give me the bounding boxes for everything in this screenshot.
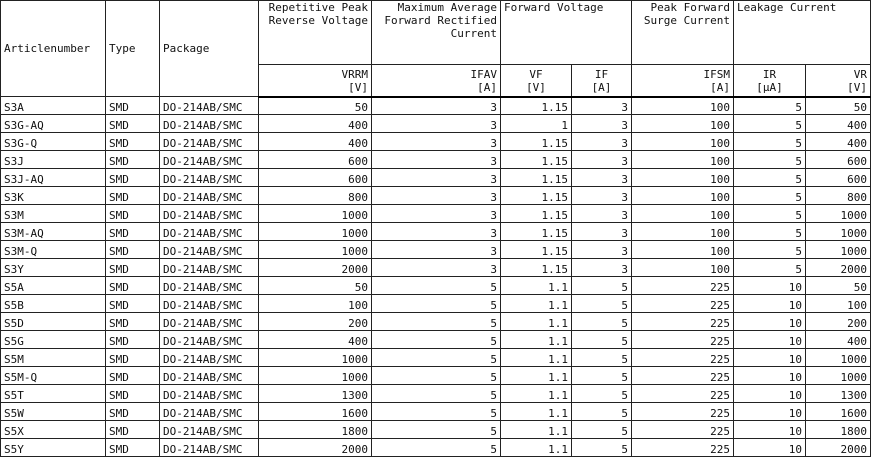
ir-cell[interactable]: 10 — [734, 349, 806, 367]
ir-cell[interactable]: 5 — [734, 115, 806, 133]
ir-cell[interactable]: 10 — [734, 421, 806, 439]
ifsm-cell[interactable]: 225 — [632, 331, 734, 349]
ifav-cell[interactable]: 3 — [372, 205, 501, 223]
header-peak-forward-surge-current[interactable]: Peak Forward Surge Current — [632, 1, 734, 65]
article-cell[interactable]: S5M — [1, 349, 106, 367]
vf-cell[interactable]: 1.1 — [501, 313, 572, 331]
table-row[interactable] — [1, 169, 871, 187]
vrrm-symbol: VRRM — [341, 67, 368, 81]
ifsm-cell[interactable]: 225 — [632, 439, 734, 457]
table-row[interactable] — [1, 313, 871, 331]
vrrm-cell[interactable]: 1600 — [259, 403, 372, 421]
ir-cell[interactable]: 5 — [734, 169, 806, 187]
article-cell[interactable]: S3M-Q — [1, 241, 106, 259]
vr-cell[interactable]: 400 — [806, 133, 871, 151]
vf-cell[interactable]: 1.1 — [501, 367, 572, 385]
package-cell[interactable]: DO-214AB/SMC — [160, 403, 259, 421]
ifsm-cell[interactable]: 225 — [632, 277, 734, 295]
vr-cell[interactable]: 2000 — [806, 259, 871, 277]
type-cell[interactable]: SMD — [106, 259, 160, 277]
ifsm-cell[interactable]: 225 — [632, 385, 734, 403]
header-ifsm — [632, 65, 734, 97]
ir-cell[interactable]: 5 — [734, 241, 806, 259]
vrrm-cell[interactable]: 600 — [259, 169, 372, 187]
vrrm-cell[interactable]: 50 — [259, 97, 372, 115]
if-unit: [A] — [591, 80, 612, 94]
ifav-cell[interactable]: 3 — [372, 187, 501, 205]
type-cell[interactable]: SMD — [106, 241, 160, 259]
ir-cell[interactable]: 10 — [734, 277, 806, 295]
if-symbol: IF — [594, 67, 609, 81]
ifsm-cell[interactable]: 225 — [632, 349, 734, 367]
article-cell[interactable]: S3Y — [1, 259, 106, 277]
type-cell[interactable]: SMD — [106, 421, 160, 439]
vr-cell[interactable]: 600 — [806, 151, 871, 169]
vf-cell[interactable]: 1.1 — [501, 295, 572, 313]
ifsm-cell[interactable]: 225 — [632, 403, 734, 421]
header-articlenumber[interactable]: Articlenumber — [1, 1, 106, 97]
vr-cell[interactable]: 1000 — [806, 241, 871, 259]
vr-cell[interactable]: 2000 — [806, 439, 871, 457]
ifsm-cell[interactable]: 225 — [632, 367, 734, 385]
vr-cell[interactable]: 50 — [806, 97, 871, 115]
ifav-cell[interactable]: 5 — [372, 295, 501, 313]
type-cell[interactable]: SMD — [106, 277, 160, 295]
type-cell[interactable]: SMD — [106, 133, 160, 151]
if-cell[interactable]: 3 — [572, 205, 632, 223]
ir-cell[interactable]: 10 — [734, 439, 806, 457]
package-cell[interactable]: DO-214AB/SMC — [160, 97, 259, 115]
vrrm-cell[interactable]: 400 — [259, 133, 372, 151]
ifsm-cell[interactable]: 100 — [632, 133, 734, 151]
article-cell[interactable]: S5M-Q — [1, 367, 106, 385]
type-cell[interactable]: SMD — [106, 223, 160, 241]
vf-cell[interactable]: 1.15 — [501, 151, 572, 169]
article-cell[interactable]: S5W — [1, 403, 106, 421]
vr-unit: [V] — [847, 80, 867, 94]
ifav-cell[interactable]: 5 — [372, 421, 501, 439]
ifsm-cell[interactable]: 100 — [632, 151, 734, 169]
vr-cell[interactable]: 600 — [806, 169, 871, 187]
vrrm-unit: [V] — [348, 80, 368, 94]
if-cell[interactable]: 3 — [572, 259, 632, 277]
if-cell[interactable]: 5 — [572, 385, 632, 403]
vrrm-cell[interactable]: 1000 — [259, 223, 372, 241]
vr-cell[interactable]: 1300 — [806, 385, 871, 403]
table-row[interactable] — [1, 295, 871, 313]
vrrm-cell[interactable]: 1000 — [259, 241, 372, 259]
ifav-cell[interactable]: 3 — [372, 151, 501, 169]
vrrm-cell[interactable]: 50 — [259, 277, 372, 295]
type-cell[interactable]: SMD — [106, 205, 160, 223]
article-cell[interactable]: S3G-AQ — [1, 115, 106, 133]
vr-symbol: VR — [853, 67, 867, 81]
vr-cell[interactable]: 400 — [806, 331, 871, 349]
article-cell[interactable]: S5Y — [1, 439, 106, 457]
vr-cell[interactable]: 1000 — [806, 349, 871, 367]
if-cell[interactable]: 3 — [572, 133, 632, 151]
vr-cell[interactable]: 50 — [806, 277, 871, 295]
vf-unit: [V] — [526, 80, 546, 94]
ifsm-cell[interactable]: 100 — [632, 187, 734, 205]
ifsm-cell[interactable]: 100 — [632, 97, 734, 115]
header-vrrm — [259, 65, 372, 97]
vf-cell[interactable]: 1.15 — [501, 223, 572, 241]
if-cell[interactable]: 3 — [572, 187, 632, 205]
package-cell[interactable]: DO-214AB/SMC — [160, 259, 259, 277]
ifav-cell[interactable]: 5 — [372, 349, 501, 367]
header-vf — [501, 65, 572, 97]
vr-cell[interactable]: 1800 — [806, 421, 871, 439]
ifav-cell[interactable]: 5 — [372, 367, 501, 385]
package-cell[interactable]: DO-214AB/SMC — [160, 277, 259, 295]
table-row[interactable] — [1, 349, 871, 367]
package-cell[interactable]: DO-214AB/SMC — [160, 187, 259, 205]
header-ir — [734, 65, 806, 97]
type-cell[interactable]: SMD — [106, 295, 160, 313]
type-cell[interactable]: SMD — [106, 313, 160, 331]
if-cell[interactable]: 5 — [572, 367, 632, 385]
ifav-cell[interactable]: 5 — [372, 313, 501, 331]
ifav-cell[interactable]: 5 — [372, 403, 501, 421]
type-cell[interactable]: SMD — [106, 97, 160, 115]
type-cell[interactable]: SMD — [106, 367, 160, 385]
package-cell[interactable]: DO-214AB/SMC — [160, 205, 259, 223]
vrrm-cell[interactable]: 2000 — [259, 259, 372, 277]
table-row[interactable] — [1, 439, 871, 457]
package-cell[interactable]: DO-214AB/SMC — [160, 223, 259, 241]
package-cell[interactable]: DO-214AB/SMC — [160, 385, 259, 403]
ifsm-cell[interactable]: 225 — [632, 313, 734, 331]
type-cell[interactable]: SMD — [106, 169, 160, 187]
ifav-cell[interactable]: 3 — [372, 133, 501, 151]
vr-cell[interactable]: 100 — [806, 295, 871, 313]
table-header — [1, 1, 871, 97]
vr-cell[interactable]: 1000 — [806, 367, 871, 385]
header-vr — [806, 65, 871, 97]
ir-symbol: IR — [762, 67, 777, 81]
ifsm-cell[interactable]: 100 — [632, 205, 734, 223]
ir-cell[interactable]: 5 — [734, 133, 806, 151]
vrrm-cell[interactable]: 1000 — [259, 349, 372, 367]
header-repetitive-peak-reverse-voltage[interactable]: Repetitive Peak Reverse Voltage — [259, 1, 372, 65]
ifav-cell[interactable]: 3 — [372, 169, 501, 187]
vf-cell[interactable]: 1.1 — [501, 349, 572, 367]
if-cell[interactable]: 5 — [572, 403, 632, 421]
ifsm-symbol: IFSM — [703, 67, 730, 81]
ifsm-cell[interactable]: 100 — [632, 115, 734, 133]
package-cell[interactable]: DO-214AB/SMC — [160, 241, 259, 259]
vf-cell[interactable]: 1.15 — [501, 97, 572, 115]
table-row[interactable] — [1, 259, 871, 277]
vf-cell[interactable]: 1.15 — [501, 187, 572, 205]
ir-cell[interactable]: 10 — [734, 367, 806, 385]
ir-cell[interactable]: 5 — [734, 187, 806, 205]
vrrm-cell[interactable]: 600 — [259, 151, 372, 169]
table-row[interactable] — [1, 241, 871, 259]
ir-cell[interactable]: 5 — [734, 151, 806, 169]
package-cell[interactable]: DO-214AB/SMC — [160, 367, 259, 385]
package-cell[interactable]: DO-214AB/SMC — [160, 151, 259, 169]
if-cell[interactable]: 5 — [572, 295, 632, 313]
ir-cell[interactable]: 5 — [734, 259, 806, 277]
table-row[interactable] — [1, 367, 871, 385]
package-cell[interactable]: DO-214AB/SMC — [160, 313, 259, 331]
vf-cell[interactable]: 1.1 — [501, 421, 572, 439]
package-cell[interactable]: DO-214AB/SMC — [160, 295, 259, 313]
vf-cell[interactable]: 1.15 — [501, 169, 572, 187]
table-row[interactable] — [1, 385, 871, 403]
package-cell[interactable]: DO-214AB/SMC — [160, 349, 259, 367]
if-cell[interactable]: 3 — [572, 169, 632, 187]
table-row[interactable] — [1, 421, 871, 439]
vrrm-cell[interactable]: 1000 — [259, 205, 372, 223]
article-cell[interactable]: S3M — [1, 205, 106, 223]
vrrm-cell[interactable]: 1000 — [259, 367, 372, 385]
ifav-cell[interactable]: 5 — [372, 331, 501, 349]
ir-cell[interactable]: 5 — [734, 205, 806, 223]
vf-cell[interactable]: 1.1 — [501, 385, 572, 403]
table-row[interactable] — [1, 151, 871, 169]
article-cell[interactable]: S5D — [1, 313, 106, 331]
vf-cell[interactable]: 1.1 — [501, 439, 572, 457]
header-forward-voltage[interactable]: Forward Voltage — [501, 1, 632, 65]
type-cell[interactable]: SMD — [106, 439, 160, 457]
ir-cell[interactable]: 10 — [734, 385, 806, 403]
ifav-cell[interactable]: 3 — [372, 241, 501, 259]
article-cell[interactable]: S3K — [1, 187, 106, 205]
vr-cell[interactable]: 1000 — [806, 223, 871, 241]
vrrm-cell[interactable]: 2000 — [259, 439, 372, 457]
table-row[interactable] — [1, 187, 871, 205]
ifsm-cell[interactable]: 225 — [632, 295, 734, 313]
package-cell[interactable]: DO-214AB/SMC — [160, 439, 259, 457]
vr-cell[interactable]: 200 — [806, 313, 871, 331]
if-cell[interactable]: 5 — [572, 421, 632, 439]
header-ifav — [372, 65, 501, 97]
ifsm-cell[interactable]: 100 — [632, 241, 734, 259]
package-cell[interactable]: DO-214AB/SMC — [160, 331, 259, 349]
type-cell[interactable]: SMD — [106, 349, 160, 367]
if-cell[interactable]: 5 — [572, 313, 632, 331]
article-cell[interactable]: S5G — [1, 331, 106, 349]
vf-cell[interactable]: 1.1 — [501, 277, 572, 295]
ir-cell[interactable]: 10 — [734, 295, 806, 313]
ir-cell[interactable]: 10 — [734, 313, 806, 331]
vrrm-cell[interactable]: 400 — [259, 115, 372, 133]
if-cell[interactable]: 5 — [572, 331, 632, 349]
table-row[interactable] — [1, 205, 871, 223]
vf-cell[interactable]: 1.15 — [501, 133, 572, 151]
table-row[interactable] — [1, 133, 871, 151]
if-cell[interactable]: 3 — [572, 151, 632, 169]
vrrm-cell[interactable]: 400 — [259, 331, 372, 349]
package-cell[interactable]: DO-214AB/SMC — [160, 133, 259, 151]
type-cell[interactable]: SMD — [106, 115, 160, 133]
article-cell[interactable]: S5B — [1, 295, 106, 313]
ifav-symbol: IFAV — [470, 67, 497, 81]
ir-cell[interactable]: 10 — [734, 331, 806, 349]
article-cell[interactable]: S3M-AQ — [1, 223, 106, 241]
vf-cell[interactable]: 1.1 — [501, 403, 572, 421]
if-cell[interactable]: 3 — [572, 241, 632, 259]
ifav-cell[interactable]: 5 — [372, 277, 501, 295]
ifav-cell[interactable]: 5 — [372, 385, 501, 403]
header-if — [572, 65, 632, 97]
ifav-cell[interactable]: 5 — [372, 439, 501, 457]
vr-cell[interactable]: 400 — [806, 115, 871, 133]
article-cell[interactable]: S5X — [1, 421, 106, 439]
table-row[interactable] — [1, 331, 871, 349]
ir-cell[interactable]: 5 — [734, 97, 806, 115]
table-row[interactable] — [1, 277, 871, 295]
header-package[interactable]: Package — [160, 1, 259, 97]
vrrm-cell[interactable]: 200 — [259, 313, 372, 331]
table-row[interactable] — [1, 115, 871, 133]
vrrm-cell[interactable]: 800 — [259, 187, 372, 205]
vf-symbol: VF — [529, 67, 543, 81]
type-cell[interactable]: SMD — [106, 403, 160, 421]
ifsm-unit: [A] — [710, 80, 730, 94]
vrrm-cell[interactable]: 1800 — [259, 421, 372, 439]
ir-cell[interactable]: 5 — [734, 223, 806, 241]
if-cell[interactable]: 5 — [572, 439, 632, 457]
article-cell[interactable]: S3J — [1, 151, 106, 169]
ifav-unit: [A] — [477, 80, 497, 94]
ir-unit: [µA] — [756, 80, 783, 94]
table-row[interactable] — [1, 97, 871, 115]
header-leakage-current[interactable]: Leakage Current — [734, 1, 871, 65]
header-type[interactable]: Type — [106, 1, 160, 97]
ifsm-cell[interactable]: 100 — [632, 169, 734, 187]
type-cell[interactable]: SMD — [106, 187, 160, 205]
package-cell[interactable]: DO-214AB/SMC — [160, 421, 259, 439]
vf-cell[interactable]: 1.15 — [501, 205, 572, 223]
if-cell[interactable]: 5 — [572, 349, 632, 367]
if-cell[interactable]: 3 — [572, 115, 632, 133]
header-max-average-forward-rectified-current[interactable]: Maximum Average Forward Rectified Current — [372, 1, 501, 65]
ifav-cell[interactable]: 3 — [372, 223, 501, 241]
vr-cell[interactable]: 1600 — [806, 403, 871, 421]
if-cell[interactable]: 3 — [572, 223, 632, 241]
vr-cell[interactable]: 800 — [806, 187, 871, 205]
if-cell[interactable]: 3 — [572, 97, 632, 115]
vr-cell[interactable]: 1000 — [806, 205, 871, 223]
package-cell[interactable]: DO-214AB/SMC — [160, 169, 259, 187]
ir-cell[interactable]: 10 — [734, 403, 806, 421]
type-cell[interactable]: SMD — [106, 385, 160, 403]
vf-cell[interactable]: 1.15 — [501, 259, 572, 277]
article-cell[interactable]: S5A — [1, 277, 106, 295]
ifsm-cell[interactable]: 225 — [632, 421, 734, 439]
if-cell[interactable]: 5 — [572, 277, 632, 295]
ifsm-cell[interactable]: 100 — [632, 223, 734, 241]
type-cell[interactable]: SMD — [106, 331, 160, 349]
table-row[interactable] — [1, 223, 871, 241]
ifav-cell[interactable]: 3 — [372, 97, 501, 115]
article-cell[interactable]: S3G-Q — [1, 133, 106, 151]
table-row[interactable] — [1, 403, 871, 421]
article-cell[interactable]: S5T — [1, 385, 106, 403]
type-cell[interactable]: SMD — [106, 151, 160, 169]
vf-cell[interactable]: 1.1 — [501, 331, 572, 349]
vrrm-cell[interactable]: 1300 — [259, 385, 372, 403]
vf-cell[interactable]: 1 — [501, 115, 572, 133]
vf-cell[interactable]: 1.15 — [501, 241, 572, 259]
package-cell[interactable]: DO-214AB/SMC — [160, 115, 259, 133]
ifav-cell[interactable]: 3 — [372, 259, 501, 277]
article-cell[interactable]: S3J-AQ — [1, 169, 106, 187]
ifsm-cell[interactable]: 100 — [632, 259, 734, 277]
vrrm-cell[interactable]: 100 — [259, 295, 372, 313]
table-body — [1, 97, 871, 457]
article-cell[interactable]: S3A — [1, 97, 106, 115]
ifav-cell[interactable]: 3 — [372, 115, 501, 133]
